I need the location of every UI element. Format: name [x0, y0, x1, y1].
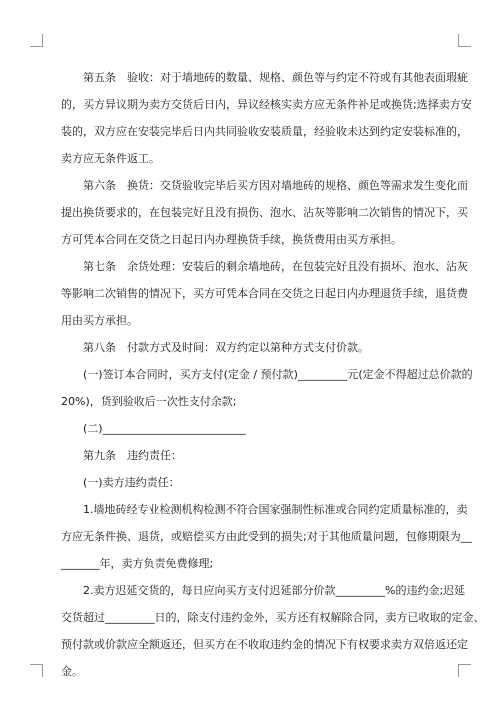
text-line: 第五条 验收：对于墙地砖的数量、规格、颜色等与约定不符或有其他表面瑕疵	[83, 71, 468, 84]
text-line: 2.卖方迟延交货的，每日应向买方支付迟延部分价款_________%的违约金;迟延	[83, 584, 466, 597]
text-line: 等影响二次销售的情况下，买方可凭本合同在交货之日起日内办理退货手续，退货费	[61, 287, 468, 300]
text-line: (一)卖方违约责任：	[83, 476, 180, 489]
text-line: 提出换货要求的，在包装完好且没有损伤、泡水、沾灰等影响二次销售的情况下，买	[61, 206, 468, 219]
crop-mark-bottom-left	[30, 664, 43, 677]
crop-mark-top-left	[30, 34, 43, 47]
text-line: 第七条 余货处理：安装后的剩余墙地砖，在包装完好且没有损坏、泡水、沾灰	[83, 260, 468, 273]
text-line: 方可凭本合同在交货之日起日内办理换货手续，换货费用由买方承担。	[61, 233, 402, 246]
text-line: 1.墙地砖经专业检测机构检测不符合国家强制性标准或合同约定质量标准的，卖	[83, 503, 468, 516]
text-line: (二)__________________________	[83, 422, 246, 435]
text-line: 20%)，货到验收后一次性支付余款;	[61, 395, 237, 408]
contract-body	[61, 64, 485, 685]
text-line: 第九条 违约责任：	[83, 449, 182, 462]
text-line: 卖方应无条件返工。	[61, 152, 160, 165]
text-line: 的，买方异议期为卖方交货后日内，异议经核实卖方应无条件补足或换货;选择卖方安	[61, 98, 472, 111]
text-line: 第六条 换货：交货验收完毕后买方因对墙地砖的规格、颜色等需求发生变化而	[83, 179, 468, 192]
crop-mark-bottom-right	[458, 664, 471, 677]
text-line: 用由买方承担。	[61, 314, 138, 327]
text-line: 第八条 付款方式及时间：双方约定以第种方式支付价款。	[83, 341, 369, 354]
text-line: _______年，卖方负责免费修理;	[61, 557, 214, 570]
crop-mark-top-right	[458, 34, 471, 47]
text-line: 金。	[61, 665, 83, 678]
text-line: 方应无条件换、退货，或赔偿买方由此受到的损失;对于其他质量问题，包修期限为__	[61, 530, 472, 543]
text-line: 预付款或价款应全额返还，但买方在不收取违约金的情况下有权要求卖方双倍返还定	[61, 638, 468, 651]
text-line: 交货超过_________日的，除支付违约金外，买方还有权解除合同，卖方已收取的定金、	[61, 611, 485, 624]
text-line: (一)签订本合同时，买方支付(定金 / 预付款)_________元(定金不得超过总价款的	[83, 368, 473, 381]
text-line: 装的，双方应在安装完毕后日内共同验收安装质量，经验收未达到约定安装标准的，	[61, 125, 468, 138]
